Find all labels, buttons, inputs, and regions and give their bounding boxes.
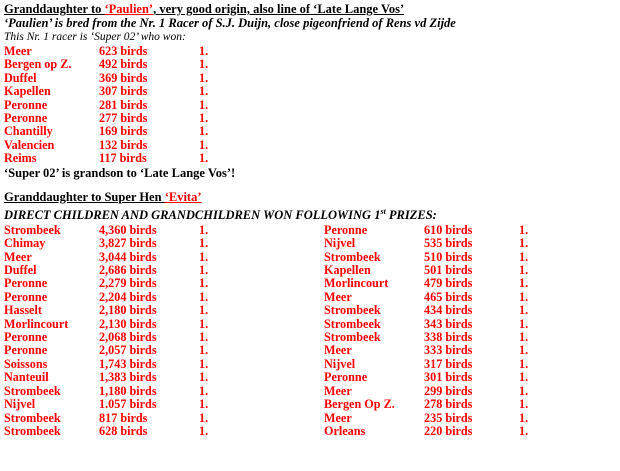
result-rank: 1. (199, 111, 209, 126)
result-place: Peronne (4, 330, 48, 345)
result-place: Meer (4, 249, 32, 264)
result-birds: 2,686 birds (99, 263, 157, 278)
result-place: Meer (324, 410, 352, 425)
result-place: Nijvel (324, 236, 356, 251)
result-rank: 1. (199, 236, 209, 251)
section1-footer: ‘Super 02’ is grandson to ‘Late Lange Vos’! (4, 165, 236, 180)
result-rank: 1. (199, 370, 209, 385)
result-rank: 1. (519, 370, 529, 385)
table-row (4, 385, 324, 398)
result-rank: 1. (199, 97, 209, 112)
result-rank: 1. (519, 397, 529, 412)
section1-heading-suffix: , very good origin, also line of ‘Late Lange Vos’ (153, 2, 405, 16)
result-place: Peronne (4, 97, 48, 112)
table-row (324, 264, 614, 277)
table-row (4, 398, 324, 411)
result-rank: 1. (519, 276, 529, 291)
result-birds: 281 birds (99, 97, 148, 112)
result-place: Kapellen (324, 263, 371, 278)
result-place: Orleans (324, 423, 366, 438)
table-row (324, 331, 614, 344)
result-rank: 1. (199, 249, 209, 264)
result-birds: 535 birds (424, 236, 473, 251)
result-birds: 610 birds (424, 222, 473, 237)
result-birds: 4,360 birds (99, 222, 157, 237)
table-row (4, 331, 324, 344)
table-row (4, 344, 324, 357)
result-place: Strombeek (4, 410, 61, 425)
section2-heading-red: ‘Evita’ (164, 189, 202, 204)
result-place: Chimay (4, 236, 46, 251)
result-rank: 1. (519, 343, 529, 358)
table-row (4, 99, 620, 112)
table-row (4, 318, 324, 331)
result-rank: 1. (199, 356, 209, 371)
result-place: Meer (4, 44, 32, 58)
result-place: Bergen op Z. (4, 57, 72, 72)
result-place: Meer (324, 383, 352, 398)
result-place: Peronne (4, 289, 48, 304)
result-birds: 278 birds (424, 397, 473, 412)
result-birds: 117 birds (99, 151, 147, 166)
result-birds: 1,180 birds (99, 383, 157, 398)
result-rank: 1. (199, 44, 209, 58)
table-row (324, 371, 614, 384)
result-place: Morlincourt (324, 276, 389, 291)
table-row (4, 412, 324, 425)
result-birds: 317 birds (424, 356, 473, 371)
result-rank: 1. (199, 222, 209, 237)
table-row (324, 318, 614, 331)
result-birds: 465 birds (424, 289, 473, 304)
result-birds: 277 birds (99, 111, 148, 126)
result-place: Soissons (4, 356, 48, 371)
section2-heading (4, 190, 620, 204)
result-birds: 1.057 birds (99, 397, 157, 412)
result-place: Peronne (324, 222, 368, 237)
table-row (324, 425, 614, 438)
result-place: Nijvel (4, 397, 36, 412)
result-place: Bergen Op Z. (324, 397, 395, 412)
table-row (324, 304, 614, 317)
result-birds: 510 birds (424, 249, 473, 264)
section2-results-table (4, 224, 620, 439)
result-rank: 1. (199, 410, 209, 425)
result-birds: 3,827 birds (99, 236, 157, 251)
result-birds: 333 birds (424, 343, 473, 358)
result-birds: 628 birds (99, 423, 148, 438)
result-birds: 169 birds (99, 124, 148, 139)
result-birds: 132 birds (99, 137, 148, 152)
result-rank: 1. (199, 276, 209, 291)
table-row (4, 237, 324, 250)
table-row (4, 112, 620, 125)
result-birds: 2,279 birds (99, 276, 157, 291)
result-birds: 2,130 birds (99, 316, 157, 331)
result-place: Duffel (4, 70, 37, 85)
table-row (4, 139, 620, 152)
table-row (4, 251, 324, 264)
result-rank: 1. (199, 316, 209, 331)
result-place: Peronne (324, 370, 368, 385)
result-rank: 1. (199, 124, 209, 139)
result-place: Duffel (4, 263, 37, 278)
table-row (4, 224, 324, 237)
result-rank: 1. (199, 397, 209, 412)
result-birds: 2,057 birds (99, 343, 157, 358)
result-place: Hasselt (4, 303, 42, 318)
table-row (4, 425, 324, 438)
table-row (324, 344, 614, 357)
section1-heading (4, 2, 620, 16)
table-row (324, 358, 614, 371)
result-rank: 1. (519, 222, 529, 237)
result-birds: 492 birds (99, 57, 148, 72)
result-birds: 369 birds (99, 70, 148, 85)
table-row (324, 291, 614, 304)
result-rank: 1. (519, 249, 529, 264)
table-row (4, 72, 620, 85)
result-place: Peronne (4, 343, 48, 358)
section2-caption-sup: st (380, 206, 386, 216)
result-birds: 2,180 birds (99, 303, 157, 318)
result-rank: 1. (199, 303, 209, 318)
table-row (4, 358, 324, 371)
result-rank: 1. (519, 316, 529, 331)
result-place: Strombeek (4, 423, 61, 438)
result-place: Nanteuil (4, 370, 49, 385)
result-place: Strombeek (4, 383, 61, 398)
table-row (324, 224, 614, 237)
table-row (4, 125, 620, 138)
result-rank: 1. (519, 303, 529, 318)
result-place: Meer (324, 343, 352, 358)
result-place: Reims (4, 151, 37, 166)
result-rank: 1. (519, 263, 529, 278)
result-birds: 2,068 birds (99, 330, 157, 345)
table-row (324, 385, 614, 398)
result-rank: 1. (199, 289, 209, 304)
table-row (4, 264, 324, 277)
result-rank: 1. (519, 356, 529, 371)
result-place: Strombeek (324, 249, 381, 264)
result-birds: 623 birds (99, 44, 148, 58)
table-row (4, 45, 620, 58)
result-birds: 3,044 birds (99, 249, 157, 264)
section1-results-table (4, 45, 620, 166)
section2-right-column (324, 224, 614, 439)
section1-intro: This Nr. 1 racer is ‘Super 02’ who won: (4, 31, 186, 43)
result-place: Peronne (4, 276, 48, 291)
section1-heading-red: ‘Paulien’ (104, 2, 154, 16)
result-place: Chantilly (4, 124, 53, 139)
section2-caption-tail: PRIZES: (385, 207, 437, 222)
table-row (4, 371, 324, 384)
result-place: Kapellen (4, 84, 51, 99)
result-rank: 1. (519, 383, 529, 398)
section-spacer (4, 180, 620, 190)
result-birds: 2,204 birds (99, 289, 157, 304)
result-place: Meer (324, 289, 352, 304)
result-birds: 501 birds (424, 263, 473, 278)
result-rank: 1. (519, 236, 529, 251)
section1-heading-prefix: Granddaughter to (4, 2, 105, 16)
result-rank: 1. (199, 137, 209, 152)
section2-left-column (4, 224, 324, 439)
section1-subtitle: ‘Paulien’ is bred from the Nr. 1 Racer of S.J. Duijn, close pigeonfriend of Rens vd Zijde (4, 16, 456, 30)
result-rank: 1. (199, 343, 209, 358)
result-birds: 479 birds (424, 276, 473, 291)
table-row (4, 58, 620, 71)
result-rank: 1. (519, 410, 529, 425)
result-rank: 1. (199, 151, 209, 166)
table-row (4, 277, 324, 290)
result-rank: 1. (519, 289, 529, 304)
table-row (4, 152, 620, 165)
result-birds: 1,383 birds (99, 370, 157, 385)
result-rank: 1. (199, 70, 209, 85)
table-row (4, 85, 620, 98)
result-place: Nijvel (324, 356, 356, 371)
result-rank: 1. (519, 330, 529, 345)
section2-caption-main: DIRECT CHILDREN AND GRANDCHILDREN WON FOLLOWING 1 (4, 207, 381, 222)
result-rank: 1. (519, 423, 529, 438)
table-row (324, 277, 614, 290)
result-place: Strombeek (4, 222, 61, 237)
result-birds: 434 birds (424, 303, 473, 318)
result-birds: 817 birds (99, 410, 148, 425)
table-row (324, 237, 614, 250)
table-row (4, 291, 324, 304)
result-place: Strombeek (324, 316, 381, 331)
result-birds: 338 birds (424, 330, 473, 345)
result-birds: 1,743 birds (99, 356, 157, 371)
result-rank: 1. (199, 263, 209, 278)
result-birds: 235 birds (424, 410, 473, 425)
section2-caption (4, 204, 620, 223)
result-rank: 1. (199, 57, 209, 72)
result-birds: 220 birds (424, 423, 473, 438)
result-rank: 1. (199, 423, 209, 438)
result-birds: 343 birds (424, 316, 473, 331)
result-rank: 1. (199, 330, 209, 345)
result-place: Valencien (4, 137, 55, 152)
result-rank: 1. (199, 383, 209, 398)
table-row (324, 412, 614, 425)
result-place: Morlincourt (4, 316, 69, 331)
result-birds: 301 birds (424, 370, 473, 385)
table-row (4, 304, 324, 317)
table-row (324, 251, 614, 264)
result-place: Strombeek (324, 303, 381, 318)
table-row (324, 398, 614, 411)
section2-heading-prefix: Granddaughter to Super Hen (4, 189, 165, 204)
result-place: Strombeek (324, 330, 381, 345)
result-birds: 307 birds (99, 84, 148, 99)
result-place: Peronne (4, 111, 48, 126)
result-birds: 299 birds (424, 383, 473, 398)
result-rank: 1. (199, 84, 209, 99)
